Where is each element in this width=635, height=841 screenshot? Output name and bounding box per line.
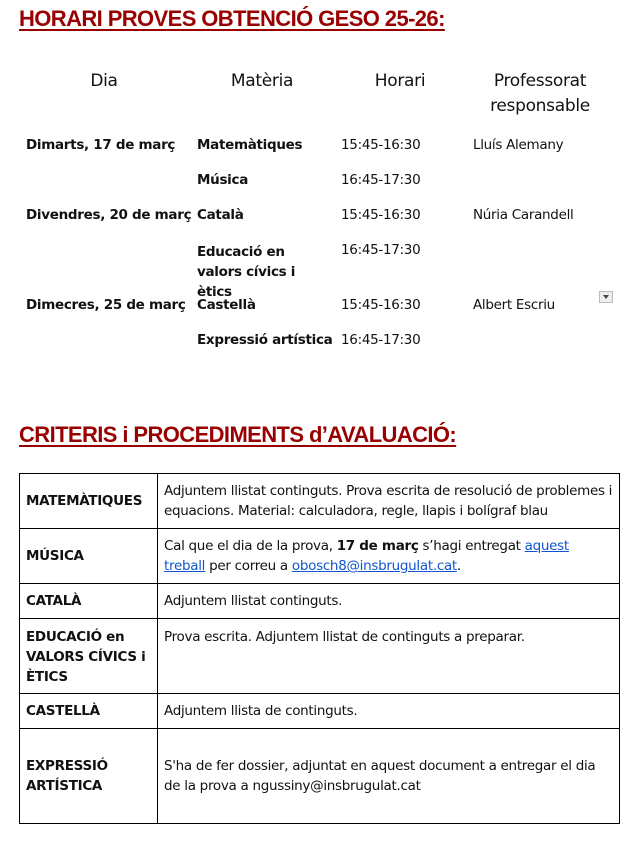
criteria-cell: Adjuntem llista de continguts. bbox=[158, 694, 620, 729]
row-horari: 15:45-16:30 bbox=[341, 297, 421, 313]
row-materia: Català bbox=[197, 207, 244, 223]
subject-cell: CASTELLÀ bbox=[20, 694, 158, 729]
subject-cell: MÚSICA bbox=[20, 529, 158, 584]
row-materia: Expressió artística bbox=[197, 332, 333, 348]
row-horari: 15:45-16:30 bbox=[341, 137, 421, 153]
criteria-cell: Adjuntem llistat continguts. Prova escrita de resolució de problemes i equacions. Material: calculadora, regle, llapis i bolígraf blau bbox=[158, 474, 620, 529]
subject-cell: CATALÀ bbox=[20, 584, 158, 619]
date-bold: 17 de març bbox=[336, 538, 419, 554]
row-materia: Educació en valors cívics i ètics bbox=[197, 244, 296, 300]
criteria-row bbox=[20, 619, 620, 694]
dropdown-arrow-icon[interactable] bbox=[599, 291, 613, 303]
assignment-link[interactable]: aquest treball bbox=[164, 538, 569, 574]
text: Cal que el dia de la prova, bbox=[164, 538, 337, 554]
schedule-title: HORARI PROVES OBTENCIÓ GESO 25-26: bbox=[19, 6, 445, 31]
criteria-cell: Prova escrita. Adjuntem llistat de continguts a preparar. bbox=[158, 619, 620, 694]
text: . bbox=[456, 558, 461, 574]
row-dia: Dimecres, 25 de març bbox=[26, 297, 186, 313]
row-horari: 16:45-17:30 bbox=[341, 242, 421, 258]
row-materia: Matemàtiques bbox=[197, 137, 303, 153]
row-materia: Música bbox=[197, 172, 249, 188]
row-dia: Divendres, 20 de març bbox=[26, 207, 192, 223]
criteria-row bbox=[20, 474, 620, 529]
criteria-row bbox=[20, 584, 620, 619]
row-materia: Castellà bbox=[197, 297, 256, 313]
criteria-cell: S'ha de fer dossier, adjuntat en aquest document a entregar el dia de la prova a ngussiny@insbrugulat.cat bbox=[158, 729, 620, 824]
email-link[interactable]: obosch8@insbrugulat.cat bbox=[291, 558, 457, 574]
row-horari: 16:45-17:30 bbox=[341, 172, 421, 188]
criteria-title: CRITERIS i PROCEDIMENTS d’AVALUACIÓ: bbox=[19, 422, 457, 447]
row-horari: 16:45-17:30 bbox=[341, 332, 421, 348]
row-horari: 15:45-16:30 bbox=[341, 207, 421, 223]
header-horari: Horari bbox=[374, 71, 426, 91]
subject-cell: EDUCACIÓ en VALORS CÍVICS i ÈTICS bbox=[20, 619, 158, 694]
subject-cell: EXPRESSIÓ ARTÍSTICA bbox=[20, 729, 158, 824]
criteria-cell: Adjuntem llistat continguts. bbox=[158, 584, 620, 619]
text: per correu a bbox=[205, 558, 292, 574]
row-prof: Albert Escriu bbox=[473, 297, 555, 313]
criteria-table bbox=[19, 473, 620, 824]
criteria-cell bbox=[158, 529, 620, 584]
header-materia: Matèria bbox=[230, 71, 294, 91]
row-dia: Dimarts, 17 de març bbox=[26, 137, 176, 153]
criteria-row bbox=[20, 694, 620, 729]
criteria-row bbox=[20, 729, 620, 824]
header-professorat: Professorat responsable bbox=[490, 71, 590, 116]
text: s’hagi entregat bbox=[418, 538, 525, 554]
row-prof: Núria Carandell bbox=[473, 207, 574, 223]
header-dia: Dia bbox=[90, 71, 118, 91]
subject-cell: MATEMÀTIQUES bbox=[20, 474, 158, 529]
row-prof: Lluís Alemany bbox=[473, 137, 564, 153]
criteria-row bbox=[20, 529, 620, 584]
